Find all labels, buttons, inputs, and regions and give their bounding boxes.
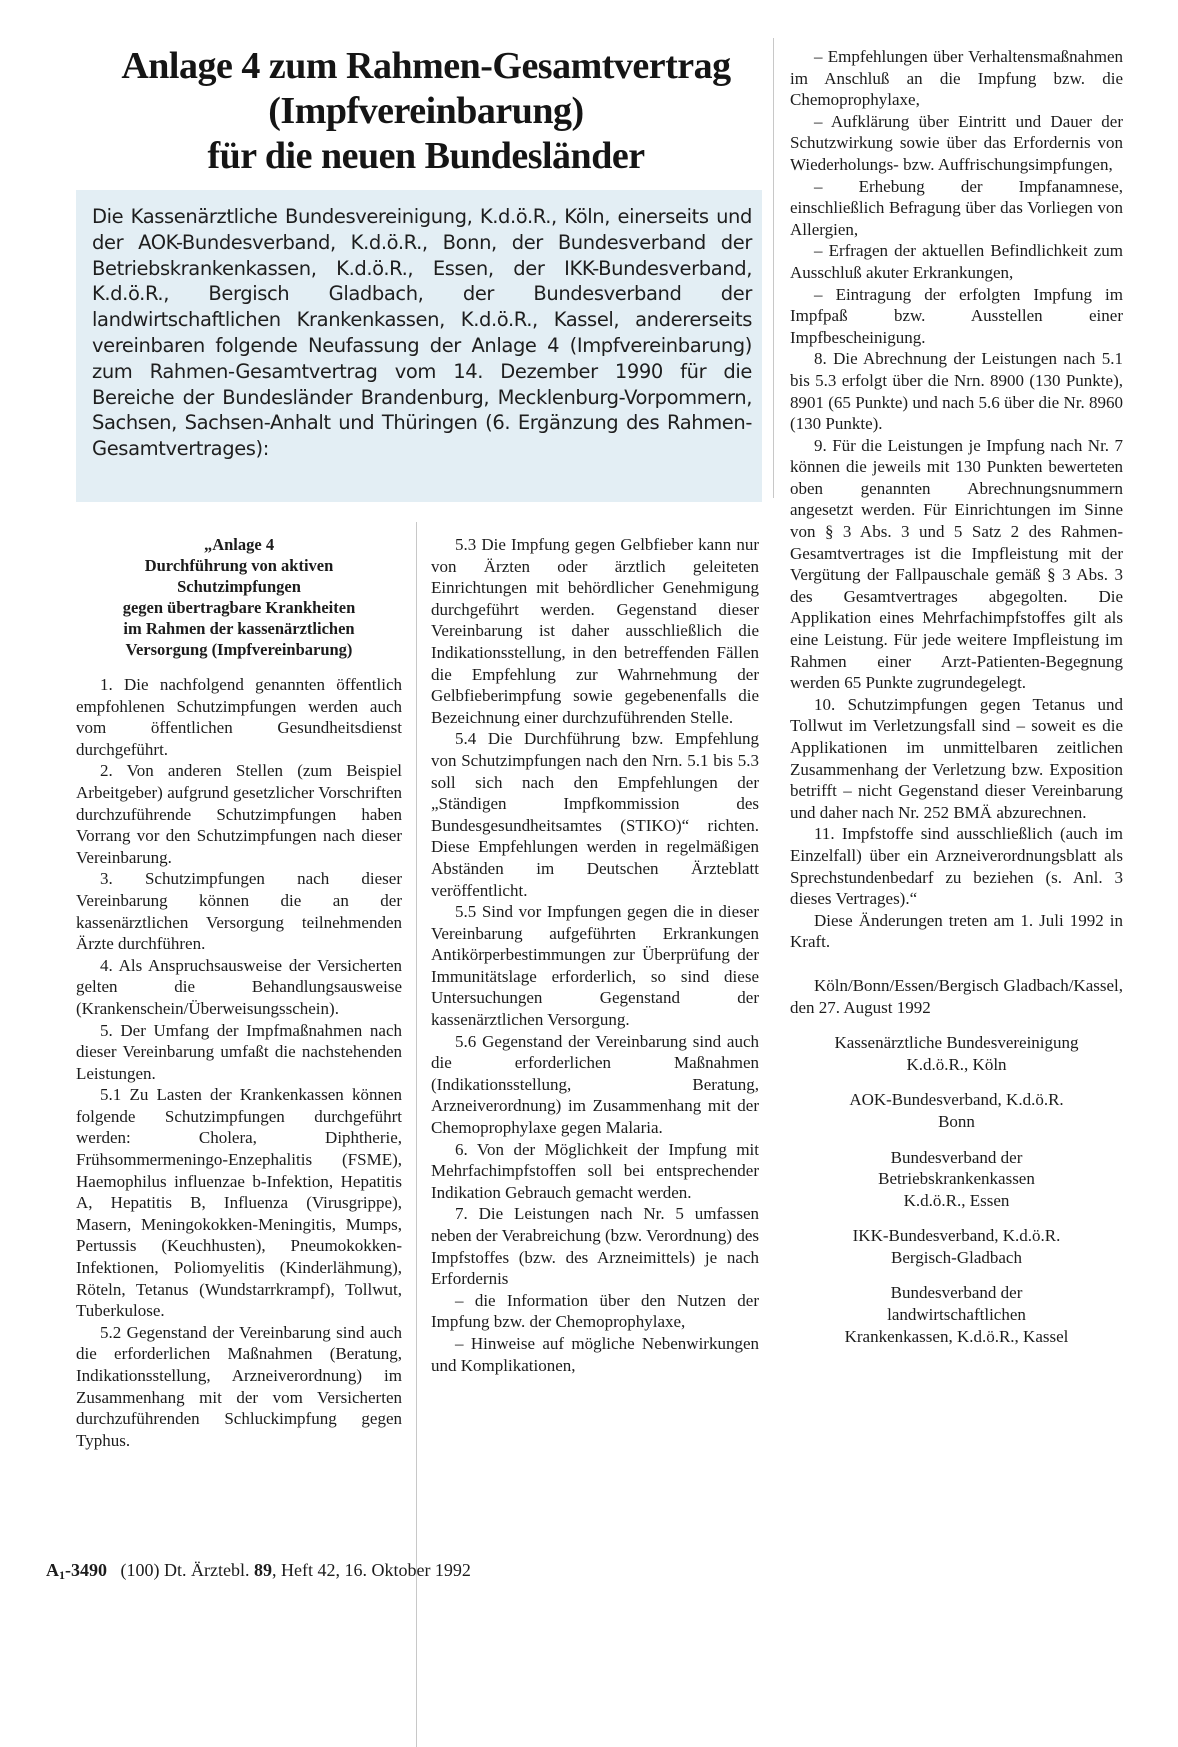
title-line-3: für die neuen Bundesländer: [207, 135, 645, 177]
signatory-line: Bundesverband der: [890, 1283, 1023, 1303]
paragraph: Diese Änderungen treten am 1. Juli 1992 in Kraft.: [790, 910, 1123, 952]
page-code: A: [46, 1560, 59, 1580]
paragraph: 5.2 Gegenstand der Vereinbarung sind auch die erforderlichen Maßnahmen (Beratung, Indikationsstellung, Arzneiverordnung) im Zusammenhang mit der vom Versicherten durchzuführenden Schluckimpfung gegen Typhus.: [76, 1322, 402, 1450]
anlage-heading-line: im Rahmen der kassenärztlichen: [123, 619, 355, 638]
paragraph: 6. Von der Möglichkeit der Impfung mit Mehrfachimpfstoffen soll bei entsprechender Indikation Gebrauch gemacht werden.: [431, 1139, 759, 1202]
paragraph: 11. Impfstoffe sind ausschließlich (auch im Einzelfall) über ein Arzneiverordnungsblatt als Sprechstundenbedarf zu beziehen (s. Anl. 3 dieses Vertrages).“: [790, 824, 1123, 909]
signatory-line: Bonn: [938, 1111, 975, 1131]
paragraph: – Empfehlungen über Verhaltensmaßnahmen im Anschluß an die Impfung bzw. die Chemoprophylaxe,: [790, 47, 1123, 110]
paragraph: 10. Schutzimpfungen gegen Tetanus und Tollwut im Verletzungsfall sind – soweit es die Applikationen im unmittelbaren zeitlichen Zusammenhang der Verletzung bzw. Exposition betrifft – nicht Gegenstand dieser Vereinbarung und daher nach Nr. 252 BMÄ abzurechnen.: [790, 694, 1123, 822]
column-1: [76, 534, 402, 1451]
paragraph: 5. Der Umfang der Impfmaßnahmen nach dieser Vereinbarung umfaßt die nachstehenden Leistungen.: [76, 1020, 402, 1083]
paragraph: – Erfragen der aktuellen Befindlichkeit zum Ausschluß akuter Erkrankungen,: [790, 241, 1123, 282]
page-footer: [46, 1560, 471, 1583]
paragraph: 8. Die Abrechnung der Leistungen nach 5.1 bis 5.3 erfolgt über die Nrn. 8900 (130 Punkte), 8901 (65 Punkte) und nach 5.6 über die Nr. 8960 (130 Punkte).: [790, 349, 1123, 434]
paragraph: 1. Die nachfolgend genannten öffentlich empfohlenen Schutzimpfungen werden auch vom öffentlichen Gesundheitsdienst durchgeführt.: [76, 675, 402, 759]
signatory-line: Bergisch-Gladbach: [891, 1247, 1022, 1267]
signatory-line: K.d.ö.R., Essen: [903, 1190, 1010, 1210]
signatory-line: Betriebskrankenkassen: [878, 1169, 1035, 1189]
paragraph: 5.5 Sind vor Impfungen gegen die in dieser Vereinbarung aufgeführten Erkrankungen Antikörperbestimmungen zur Überprüfung der Immunitätslage erforderlich, so sind diese Untersuchungen Gegenstand der kassenärztlichen Versorgung.: [431, 902, 759, 1030]
anlage-heading-line: Schutzimpfungen: [177, 577, 301, 596]
title-line-1: Anlage 4 zum Rahmen-Gesamtvertrag: [121, 45, 731, 87]
page-title: [96, 44, 756, 179]
paragraph: 3. Schutzimpfungen nach dieser Vereinbarung können die an der kassenärztlichen Versorgung teilnehmenden Ärzte durchführen.: [76, 869, 402, 954]
signatory-lkk: [790, 1282, 1123, 1347]
paragraph: – die Information über den Nutzen der Impfung bzw. der Chemoprophylaxe,: [431, 1290, 759, 1332]
paragraph: 2. Von anderen Stellen (zum Beispiel Arbeitgeber) aufgrund gesetzlicher Vorschriften durchzuführende Schutzimpfungen haben Vorrang vor den Schutzimpfungen nach dieser Vereinbarung.: [76, 761, 402, 867]
anlage-heading: [76, 534, 402, 660]
anlage-heading-line: „Anlage 4: [203, 535, 275, 554]
signatory-line: Kassenärztliche Bundesvereinigung: [834, 1033, 1079, 1053]
column-rule-top: [773, 38, 774, 498]
signatory-line: Krankenkassen, K.d.ö.R., Kassel: [844, 1326, 1069, 1346]
paragraph: 5.4 Die Durchführung bzw. Empfehlung von Schutzimpfungen nach den Nrn. 5.1 bis 5.3 soll sich nach den Empfehlungen der „Ständigen Impfkommission des Bundesgesundheitsamtes (STIKO)“ richten. Diese Empfehlungen werden in regelmäßigen Abständen im Deutschen Ärzteblatt veröffentlicht.: [431, 729, 759, 900]
place-date: Köln/Bonn/Essen/Bergisch Gladbach/Kassel, den 27. August 1992: [790, 975, 1123, 1017]
paragraph: 5.3 Die Impfung gegen Gelbfieber kann nur von Ärzten oder ärztlich geleiteten Einrichtungen mit behördlicher Genehmigung durchgeführt werden. Gegenstand dieser Vereinbarung ist daher ausschließlich die Indikationsstellung, in den betreffenden Fällen die Empfehlung zur Wahrnehmung der Gelbfieberimpfung sowie gegebenenfalls die Bezeichnung einer durchzuführenden Stelle.: [431, 535, 759, 727]
paragraph: – Hinweise auf mögliche Nebenwirkungen und Komplikationen,: [431, 1333, 759, 1375]
signatory-line: K.d.ö.R., Köln: [906, 1054, 1007, 1074]
anlage-heading-line: Durchführung von aktiven: [144, 556, 334, 575]
journal-ref-prefix: (100) Dt. Ärztebl.: [120, 1560, 250, 1580]
signatory-aok: [790, 1089, 1123, 1132]
signatory-line: landwirtschaftlichen: [887, 1305, 1026, 1325]
paragraph: – Erhebung der Impfanamnese, einschließlich Befragung über das Vorliegen von Allergien,: [790, 176, 1123, 239]
intro-box: [76, 190, 762, 502]
journal-volume: 89: [253, 1560, 272, 1580]
intro-text: Die Kassenärztliche Bundesvereinigung, K.d.ö.R., Köln, einerseits und der AOK-Bundesverband, K.d.ö.R., Bonn, der Bundesverband der Betriebskrankenkassen, K.d.ö.R., Essen, der IKK-Bundesverband, K.d.ö.R., Bergisch Gladbach, der Bundesverband der landwirtschaftlichen Krankenkassen, K.d.ö.R., Kassel, andererseits vereinbaren folgende Neufassung der Anlage 4 (Impfvereinbarung) zum Rahmen-Gesamtvertrag vom 14. Dezember 1990 für die Bereiche der Bundesländer Brandenburg, Mecklenburg-Vorpommern, Sachsen, Sachsen-Anhalt und Thüringen (6. Ergänzung des Rahmen-Gesamtvertrages):: [92, 205, 752, 461]
paragraph: 7. Die Leistungen nach Nr. 5 umfassen neben der Verabreichung (bzw. Verordnung) des Impfstoffes (bzw. des Arzneimittels) je nach Erfordernis: [431, 1204, 759, 1289]
signatory-line: AOK-Bundesverband, K.d.ö.R.: [849, 1090, 1064, 1110]
page-number: -3490: [65, 1560, 107, 1580]
paragraph: 5.1 Zu Lasten der Krankenkassen können folgende Schutzimpfungen durchgeführt werden: Cholera, Diphtherie, Frühsommermeningo-Enzephalitis (FSME), Haemophilus influenzae b-Infektion, Hepatitis A, Hepatitis B, Influenza (Virusgrippe), Masern, Meningokokken-Meningitis, Mumps, Pertussis (Keuchhusten), Pneumokokken-Infektionen, Poliomyelitis (Kinderlähmung), Röteln, Tetanus (Wundstarrkrampf), Tollwut, Tuberkulose.: [76, 1085, 402, 1321]
anlage-heading-line: gegen übertragbare Krankheiten: [122, 598, 356, 617]
title-line-2: (Impfvereinbarung): [268, 90, 584, 132]
anlage-heading-line: Versorgung (Impfvereinbarung): [125, 640, 353, 659]
signatory-line: IKK-Bundesverband, K.d.ö.R.: [852, 1226, 1061, 1246]
paragraph: 4. Als Anspruchsausweise der Versicherten gelten die Behandlungsausweise (Krankenschein/Überweisungsschein).: [76, 955, 402, 1018]
signatory-ikk: [790, 1225, 1123, 1268]
page-code-subscript: 1: [59, 1568, 65, 1582]
column-2: [431, 534, 759, 1376]
signatory-kbv: [790, 1032, 1123, 1075]
paragraph: 5.6 Gegenstand der Vereinbarung sind auch die erforderlichen Maßnahmen (Indikationsstellung, Beratung, Arzneiverordnung) im Zusammenhang mit der Chemoprophylaxe gegen Malaria.: [431, 1031, 759, 1138]
column-3: [790, 46, 1123, 1347]
paragraph: – Aufklärung über Eintritt und Dauer der Schutzwirkung sowie über das Erfordernis von Wiederholungs- bzw. Auffrischungsimpfungen,: [790, 111, 1123, 174]
journal-ref-suffix: , Heft 42, 16. Oktober 1992: [271, 1560, 471, 1580]
signatory-line: Bundesverband der: [890, 1147, 1023, 1167]
paragraph: – Eintragung der erfolgten Impfung im Impfpaß bzw. Ausstellen einer Impfbescheinigung.: [790, 284, 1123, 347]
paragraph: 9. Für die Leistungen je Impfung nach Nr. 7 können die jeweils mit 130 Punkten bewerteten oben genannten Abrechnungsnummern angesetzt werden. Für Einrichtungen im Sinne von § 3 Abs. 3 und 5 Satz 2 des Rahmen-Gesamtvertrages ist die Impfleistung mit der Vergütung der Fallpauschale gemäß § 3 Abs. 3 des Gesamtvertrages abgegolten. Die Applikation eines Mehrfachimpfstoffes gilt als eine Leistung. Für jede weitere Impfleistung im Rahmen einer Arzt-Patienten-Begegnung werden 65 Punkte zugrundegelegt.: [790, 435, 1123, 693]
signatory-bkk: [790, 1147, 1123, 1212]
